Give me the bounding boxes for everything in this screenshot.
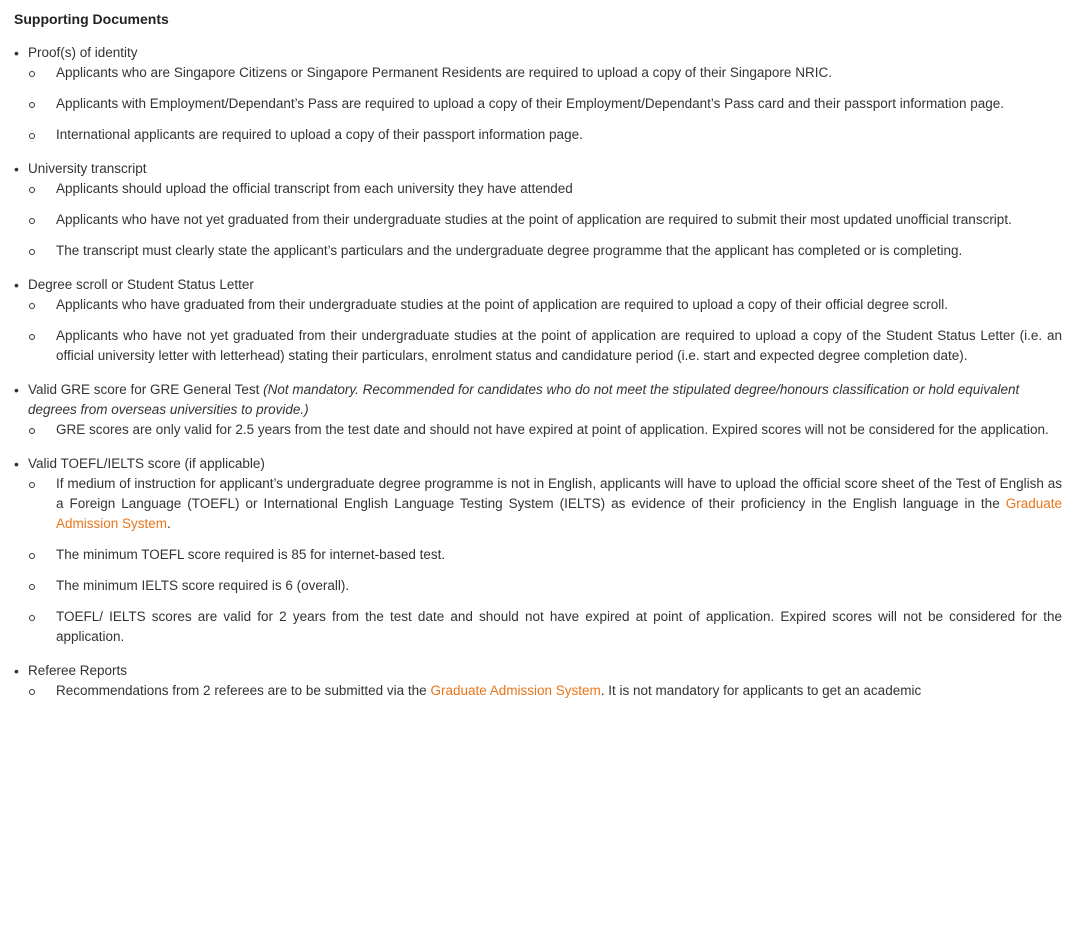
referee-item-text: Recommendations from 2 referees are to be submitted via the — [56, 683, 427, 698]
sub-list-item: The minimum TOEFL score required is 85 for internet-based test. — [28, 545, 1062, 565]
graduate-admission-system-link[interactable]: Graduate Admission System — [56, 496, 1062, 531]
sub-list-item: Applicants who have not yet graduated from their undergraduate studies at the point of application are required to upload a copy of the Student Status Letter (i.e. an official university letter with letterhead) stating their particulars, enrolment status and candidature period (i.e. start and expected degree completion date). — [28, 326, 1062, 366]
sub-list-item: Applicants who have not yet graduated from their undergraduate studies at the point of application are required to submit their most updated unofficial transcript. — [28, 210, 1062, 230]
list-item-gre — [14, 380, 1062, 440]
referee-title: • Referee Reports — [28, 663, 128, 678]
transcript-title: • University transcript — [28, 161, 147, 176]
gre-title-block — [28, 380, 1062, 420]
graduate-admission-system-link[interactable]: Graduate Admission System — [430, 683, 601, 698]
gre-note: (Not mandatory. Recommended for candidates who do not meet the stipulated degree/honours classification or hold equivalent degrees from overseas universities to provide.) — [28, 382, 1020, 417]
sub-list-item: Applicants should upload the official transcript from each university they have attended — [28, 179, 1062, 199]
referee-item-rest: . It is not mandatory for applicants to get an academic — [600, 683, 922, 698]
list-item-identity — [14, 43, 1062, 145]
sub-list-item: Applicants who are Singapore Citizens or Singapore Permanent Residents are required to upload a copy of their Singapore NRIC. — [28, 63, 1062, 83]
list-item-degree — [14, 275, 1062, 366]
toefl-item-text: If medium of instruction for applicant’s undergraduate degree programme is not in English, applicants will have to upload the official score sheet of the Test of English as a Foreign Language (TOEFL) or International English Language Testing System (IELTS) as evidence of their proficiency in the English language in the — [56, 476, 1062, 511]
identity-title: • Proof(s) of identity — [28, 45, 138, 60]
sub-list-item — [28, 681, 1062, 701]
list-item-transcript — [14, 159, 1062, 261]
list-item-referee — [14, 661, 1062, 701]
sub-list-item: TOEFL/ IELTS scores are valid for 2 years from the test date and should not have expired at point of application. Expired scores will not be considered for the application. — [28, 607, 1062, 647]
list-item-toefl — [14, 454, 1062, 647]
sub-list-item: GRE scores are only valid for 2.5 years from the test date and should not have expired at point of application. Expired scores will not be considered for the application. — [28, 420, 1062, 440]
page-title: Supporting Documents — [14, 11, 169, 27]
identity-sublist — [28, 63, 1062, 145]
sub-list-item: Applicants with Employment/Dependant’s Pass are required to upload a copy of their Employment/Dependant’s Pass card and their passport information page. — [28, 94, 1062, 114]
sub-list-item: The transcript must clearly state the applicant’s particulars and the undergraduate degree programme that the applicant has completed or is completing. — [28, 241, 1062, 261]
toefl-title: • Valid TOEFL/IELTS score (if applicable) — [28, 456, 265, 471]
sub-list-item: The minimum IELTS score required is 6 (overall). — [28, 576, 1062, 596]
referee-sublist — [28, 681, 1062, 701]
degree-sublist — [28, 295, 1062, 366]
degree-title: • Degree scroll or Student Status Letter — [28, 277, 254, 292]
transcript-sublist — [28, 179, 1062, 261]
toefl-sublist — [28, 474, 1062, 647]
documents-list — [14, 43, 1062, 701]
sub-list-item: Applicants who have graduated from their undergraduate studies at the point of application are required to upload a copy of their official degree scroll. — [28, 295, 1062, 315]
gre-title: Valid GRE score for GRE General Test — [28, 382, 260, 397]
sub-list-item: International applicants are required to upload a copy of their passport information page. — [28, 125, 1062, 145]
toefl-item-end: . — [167, 516, 171, 531]
sub-list-item — [28, 474, 1062, 534]
gre-sublist — [28, 420, 1062, 440]
